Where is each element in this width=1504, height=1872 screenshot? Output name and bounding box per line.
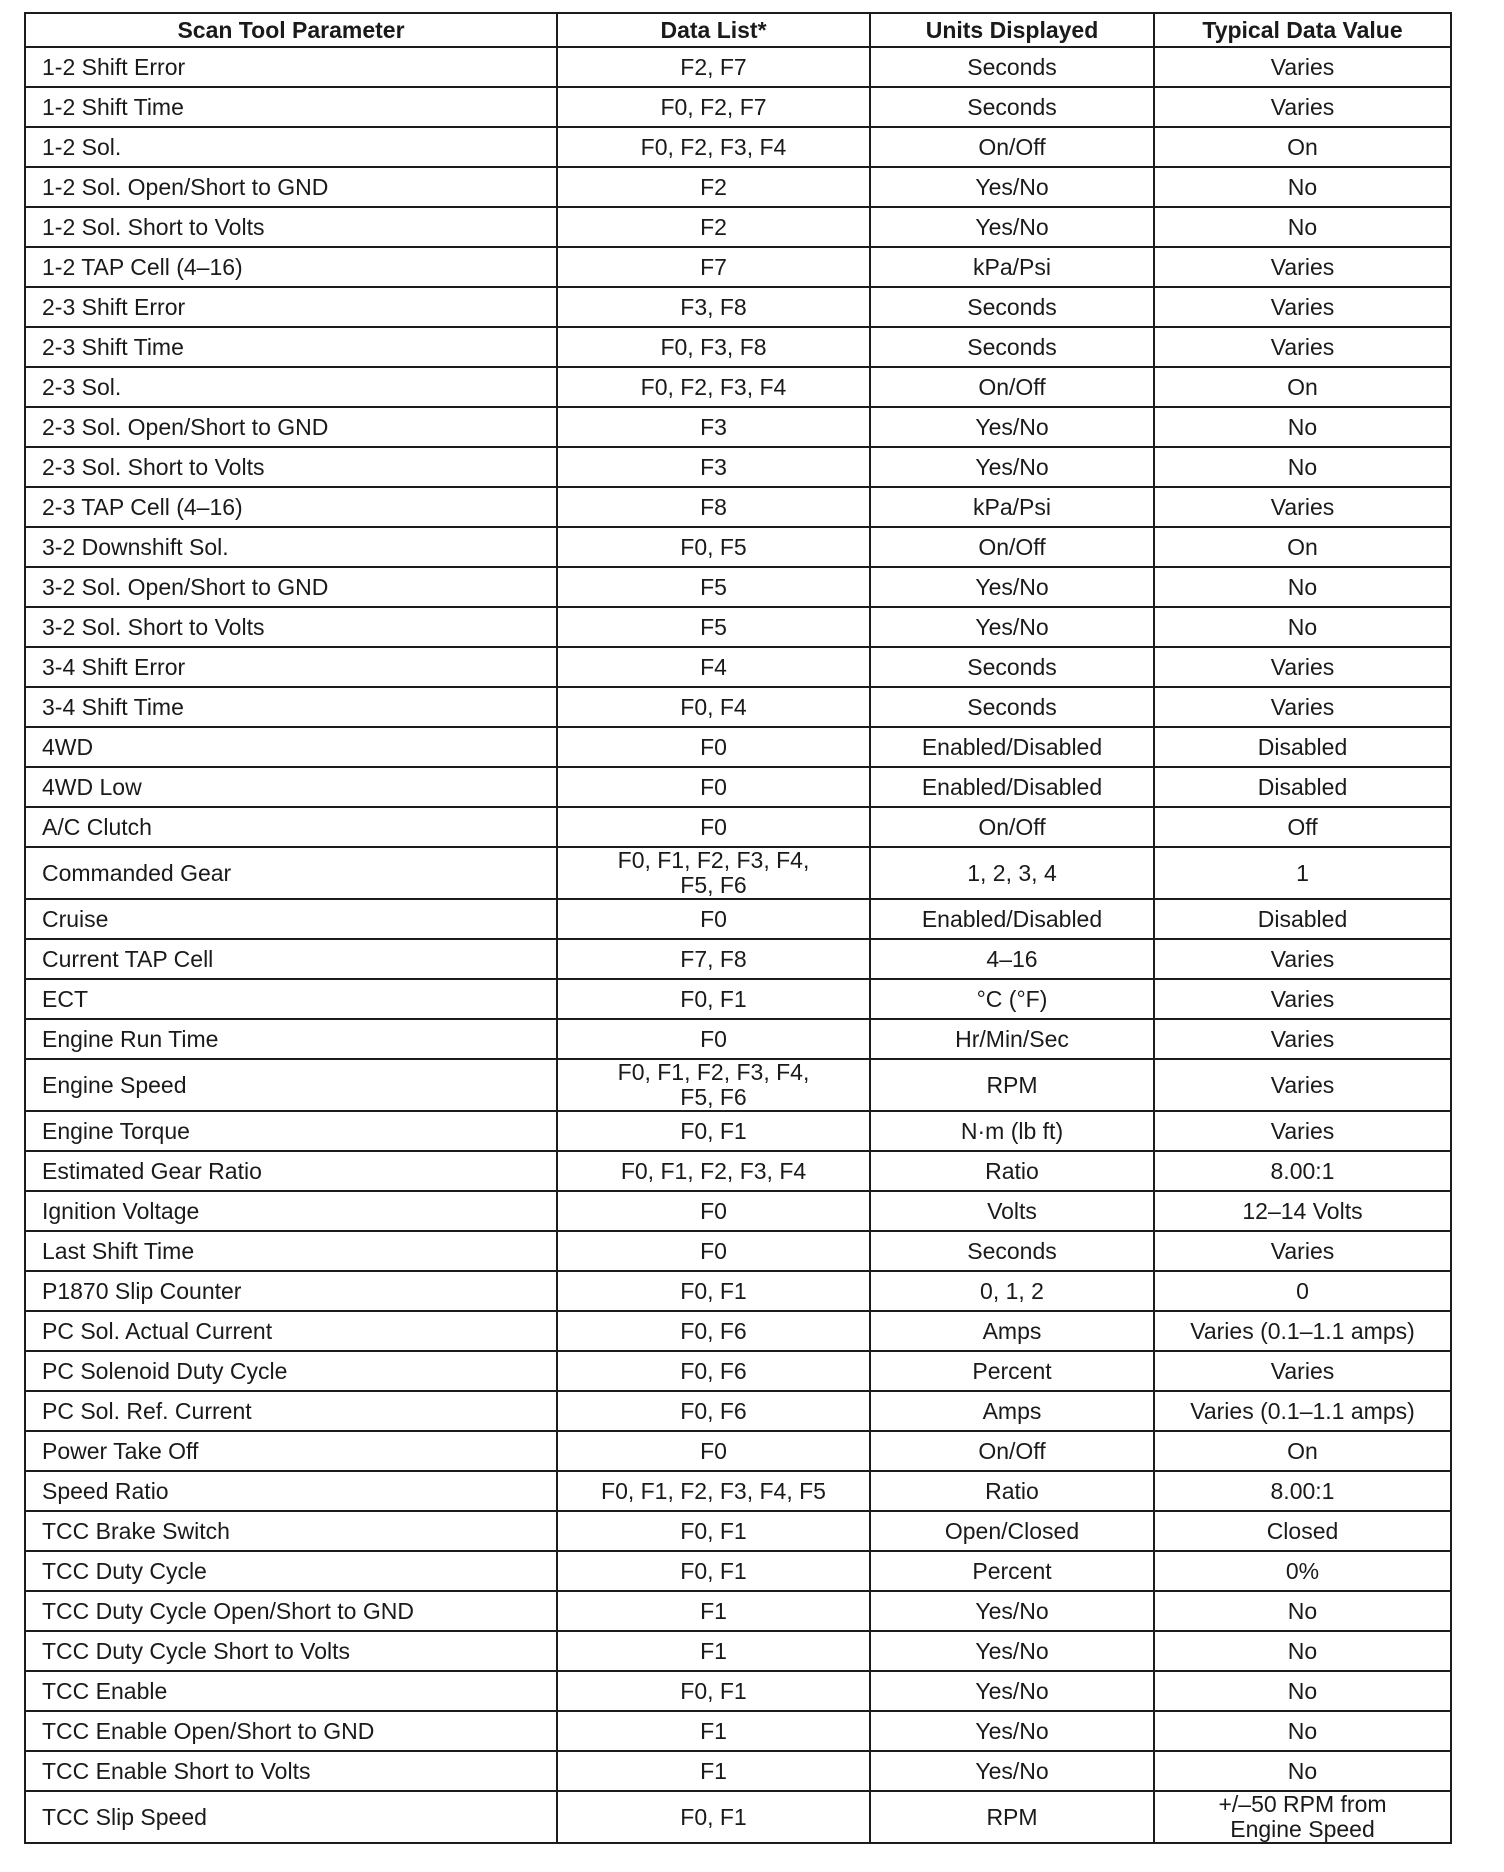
parameter-cell: 4WD Low bbox=[25, 767, 557, 807]
parameter-cell: 1-2 Sol. bbox=[25, 127, 557, 167]
parameter-cell: TCC Enable bbox=[25, 1671, 557, 1711]
data-list-cell: F7 bbox=[557, 247, 870, 287]
typical-value-cell: On bbox=[1154, 527, 1451, 567]
data-list-cell: F0, F1, F2, F3, F4, F5, F6 bbox=[557, 847, 870, 899]
table-row bbox=[25, 207, 1451, 247]
parameter-cell: 3-4 Shift Time bbox=[25, 687, 557, 727]
table-header bbox=[25, 13, 1451, 47]
table-row bbox=[25, 1471, 1451, 1511]
table-row bbox=[25, 1019, 1451, 1059]
table-row bbox=[25, 687, 1451, 727]
parameter-cell: Engine Run Time bbox=[25, 1019, 557, 1059]
data-list-cell: F2, F7 bbox=[557, 47, 870, 87]
typical-value-cell: Disabled bbox=[1154, 899, 1451, 939]
data-list-cell: F1 bbox=[557, 1591, 870, 1631]
typical-value-cell: Varies bbox=[1154, 327, 1451, 367]
units-cell: 0, 1, 2 bbox=[870, 1271, 1154, 1311]
header-typical-data-value: Typical Data Value bbox=[1154, 13, 1451, 47]
typical-value-cell: Off bbox=[1154, 807, 1451, 847]
table-row bbox=[25, 247, 1451, 287]
units-cell: Ratio bbox=[870, 1151, 1154, 1191]
table-row bbox=[25, 87, 1451, 127]
units-cell: Seconds bbox=[870, 1231, 1154, 1271]
typical-value-cell: No bbox=[1154, 407, 1451, 447]
parameter-cell: 1-2 Sol. Open/Short to GND bbox=[25, 167, 557, 207]
table-row bbox=[25, 647, 1451, 687]
table-row bbox=[25, 127, 1451, 167]
parameter-cell: 2-3 Sol. Open/Short to GND bbox=[25, 407, 557, 447]
typical-value-cell: Varies bbox=[1154, 687, 1451, 727]
table-row bbox=[25, 1511, 1451, 1551]
table-row bbox=[25, 979, 1451, 1019]
table-row bbox=[25, 407, 1451, 447]
table-row bbox=[25, 607, 1451, 647]
units-cell: On/Off bbox=[870, 807, 1154, 847]
parameter-cell: 2-3 Shift Time bbox=[25, 327, 557, 367]
typical-value-cell: Varies bbox=[1154, 647, 1451, 687]
typical-value-cell: No bbox=[1154, 207, 1451, 247]
parameter-cell: 2-3 TAP Cell (4–16) bbox=[25, 487, 557, 527]
table-row bbox=[25, 1231, 1451, 1271]
units-cell: Yes/No bbox=[870, 167, 1154, 207]
data-list-cell: F0 bbox=[557, 1019, 870, 1059]
typical-value-cell: Varies bbox=[1154, 87, 1451, 127]
parameter-cell: 2-3 Sol. bbox=[25, 367, 557, 407]
typical-value-cell: 8.00:1 bbox=[1154, 1471, 1451, 1511]
units-cell: On/Off bbox=[870, 127, 1154, 167]
parameter-cell: Current TAP Cell bbox=[25, 939, 557, 979]
units-cell: Seconds bbox=[870, 47, 1154, 87]
units-cell: On/Off bbox=[870, 527, 1154, 567]
units-cell: Seconds bbox=[870, 87, 1154, 127]
data-list-cell: F3 bbox=[557, 407, 870, 447]
data-list-cell: F0, F2, F7 bbox=[557, 87, 870, 127]
units-cell: Yes/No bbox=[870, 1711, 1154, 1751]
table-row bbox=[25, 47, 1451, 87]
units-cell: Percent bbox=[870, 1351, 1154, 1391]
units-cell: RPM bbox=[870, 1059, 1154, 1111]
table-row bbox=[25, 899, 1451, 939]
data-list-cell: F0 bbox=[557, 899, 870, 939]
units-cell: Seconds bbox=[870, 287, 1154, 327]
table-row bbox=[25, 939, 1451, 979]
parameter-cell: 1-2 TAP Cell (4–16) bbox=[25, 247, 557, 287]
data-list-cell: F5 bbox=[557, 607, 870, 647]
units-cell: Percent bbox=[870, 1551, 1154, 1591]
table-row bbox=[25, 1391, 1451, 1431]
parameter-cell: 3-2 Sol. Open/Short to GND bbox=[25, 567, 557, 607]
parameter-cell: 1-2 Shift Error bbox=[25, 47, 557, 87]
typical-value-cell: No bbox=[1154, 167, 1451, 207]
units-cell: Yes/No bbox=[870, 1631, 1154, 1671]
units-cell: Volts bbox=[870, 1191, 1154, 1231]
table-row bbox=[25, 167, 1451, 207]
data-list-cell: F3, F8 bbox=[557, 287, 870, 327]
parameter-cell: PC Sol. Actual Current bbox=[25, 1311, 557, 1351]
parameter-cell: TCC Slip Speed bbox=[25, 1791, 557, 1843]
data-list-cell: F0 bbox=[557, 1191, 870, 1231]
parameter-cell: Commanded Gear bbox=[25, 847, 557, 899]
data-list-cell: F4 bbox=[557, 647, 870, 687]
table-row bbox=[25, 367, 1451, 407]
table-row bbox=[25, 1271, 1451, 1311]
units-cell: On/Off bbox=[870, 367, 1154, 407]
units-cell: Enabled/Disabled bbox=[870, 727, 1154, 767]
typical-value-cell: No bbox=[1154, 1711, 1451, 1751]
typical-value-cell: Varies bbox=[1154, 939, 1451, 979]
typical-value-cell: Varies bbox=[1154, 287, 1451, 327]
typical-value-cell: Closed bbox=[1154, 1511, 1451, 1551]
data-list-cell: F0, F1 bbox=[557, 979, 870, 1019]
parameter-cell: TCC Duty Cycle bbox=[25, 1551, 557, 1591]
table-row bbox=[25, 487, 1451, 527]
table-row bbox=[25, 1791, 1451, 1843]
table-row bbox=[25, 1671, 1451, 1711]
typical-value-cell: No bbox=[1154, 1751, 1451, 1791]
units-cell: Yes/No bbox=[870, 407, 1154, 447]
table-row bbox=[25, 1311, 1451, 1351]
table-row bbox=[25, 527, 1451, 567]
units-cell: Amps bbox=[870, 1391, 1154, 1431]
typical-value-cell: Varies bbox=[1154, 247, 1451, 287]
table-row bbox=[25, 1551, 1451, 1591]
data-list-cell: F0, F1 bbox=[557, 1111, 870, 1151]
table-row bbox=[25, 1591, 1451, 1631]
typical-value-cell: On bbox=[1154, 127, 1451, 167]
data-list-cell: F5 bbox=[557, 567, 870, 607]
data-list-cell: F0, F4 bbox=[557, 687, 870, 727]
parameter-cell: 1-2 Sol. Short to Volts bbox=[25, 207, 557, 247]
typical-value-cell: No bbox=[1154, 607, 1451, 647]
data-list-cell: F0, F1 bbox=[557, 1551, 870, 1591]
header-scan-tool-parameter: Scan Tool Parameter bbox=[25, 13, 557, 47]
units-cell: Yes/No bbox=[870, 1751, 1154, 1791]
data-list-cell: F0, F1, F2, F3, F4, F5 bbox=[557, 1471, 870, 1511]
units-cell: 4–16 bbox=[870, 939, 1154, 979]
data-list-cell: F2 bbox=[557, 207, 870, 247]
data-list-cell: F7, F8 bbox=[557, 939, 870, 979]
data-list-cell: F0 bbox=[557, 1231, 870, 1271]
data-list-cell: F0, F6 bbox=[557, 1391, 870, 1431]
parameter-cell: Estimated Gear Ratio bbox=[25, 1151, 557, 1191]
table-row bbox=[25, 327, 1451, 367]
typical-value-cell: +/–50 RPM from Engine Speed bbox=[1154, 1791, 1451, 1843]
typical-value-cell: Varies bbox=[1154, 487, 1451, 527]
units-cell: Yes/No bbox=[870, 1671, 1154, 1711]
units-cell: N·m (lb ft) bbox=[870, 1111, 1154, 1151]
units-cell: °C (°F) bbox=[870, 979, 1154, 1019]
parameter-cell: TCC Duty Cycle Open/Short to GND bbox=[25, 1591, 557, 1631]
table-row bbox=[25, 1631, 1451, 1671]
units-cell: Yes/No bbox=[870, 207, 1154, 247]
typical-value-cell: On bbox=[1154, 367, 1451, 407]
typical-value-cell: 1 bbox=[1154, 847, 1451, 899]
header-row bbox=[25, 13, 1451, 47]
data-list-cell: F0, F2, F3, F4 bbox=[557, 127, 870, 167]
table-row bbox=[25, 1431, 1451, 1471]
parameter-cell: TCC Duty Cycle Short to Volts bbox=[25, 1631, 557, 1671]
parameter-cell: 3-2 Downshift Sol. bbox=[25, 527, 557, 567]
parameter-cell: Cruise bbox=[25, 899, 557, 939]
typical-value-cell: 0 bbox=[1154, 1271, 1451, 1311]
parameter-cell: 3-2 Sol. Short to Volts bbox=[25, 607, 557, 647]
table-row bbox=[25, 567, 1451, 607]
parameter-cell: 1-2 Shift Time bbox=[25, 87, 557, 127]
typical-value-cell: Disabled bbox=[1154, 767, 1451, 807]
data-list-cell: F0, F1 bbox=[557, 1511, 870, 1551]
data-list-cell: F2 bbox=[557, 167, 870, 207]
table-row bbox=[25, 447, 1451, 487]
parameter-cell: PC Sol. Ref. Current bbox=[25, 1391, 557, 1431]
units-cell: Seconds bbox=[870, 647, 1154, 687]
table-row bbox=[25, 1711, 1451, 1751]
typical-value-cell: 12–14 Volts bbox=[1154, 1191, 1451, 1231]
scan-tool-parameter-table bbox=[24, 12, 1452, 1844]
typical-value-cell: No bbox=[1154, 1591, 1451, 1631]
parameter-cell: ECT bbox=[25, 979, 557, 1019]
parameter-cell: 3-4 Shift Error bbox=[25, 647, 557, 687]
typical-value-cell: Varies bbox=[1154, 1231, 1451, 1271]
data-list-cell: F0, F1 bbox=[557, 1671, 870, 1711]
typical-value-cell: No bbox=[1154, 567, 1451, 607]
parameter-cell: A/C Clutch bbox=[25, 807, 557, 847]
units-cell: Hr/Min/Sec bbox=[870, 1019, 1154, 1059]
parameter-cell: 2-3 Sol. Short to Volts bbox=[25, 447, 557, 487]
units-cell: 1, 2, 3, 4 bbox=[870, 847, 1154, 899]
table-row bbox=[25, 767, 1451, 807]
parameter-cell: TCC Enable Short to Volts bbox=[25, 1751, 557, 1791]
typical-value-cell: No bbox=[1154, 447, 1451, 487]
table-row bbox=[25, 1059, 1451, 1111]
units-cell: Yes/No bbox=[870, 1591, 1154, 1631]
parameter-cell: Last Shift Time bbox=[25, 1231, 557, 1271]
data-list-cell: F8 bbox=[557, 487, 870, 527]
parameter-cell: Power Take Off bbox=[25, 1431, 557, 1471]
units-cell: Yes/No bbox=[870, 447, 1154, 487]
parameter-cell: TCC Brake Switch bbox=[25, 1511, 557, 1551]
typical-value-cell: 0% bbox=[1154, 1551, 1451, 1591]
parameter-cell: TCC Enable Open/Short to GND bbox=[25, 1711, 557, 1751]
units-cell: Enabled/Disabled bbox=[870, 767, 1154, 807]
units-cell: Open/Closed bbox=[870, 1511, 1154, 1551]
table-row bbox=[25, 727, 1451, 767]
data-list-cell: F0 bbox=[557, 727, 870, 767]
header-data-list: Data List* bbox=[557, 13, 870, 47]
typical-value-cell: Varies (0.1–1.1 amps) bbox=[1154, 1391, 1451, 1431]
units-cell: RPM bbox=[870, 1791, 1154, 1843]
typical-value-cell: Varies bbox=[1154, 979, 1451, 1019]
parameter-cell: PC Solenoid Duty Cycle bbox=[25, 1351, 557, 1391]
data-list-cell: F0, F6 bbox=[557, 1351, 870, 1391]
typical-value-cell: No bbox=[1154, 1671, 1451, 1711]
table-row bbox=[25, 287, 1451, 327]
typical-value-cell: On bbox=[1154, 1431, 1451, 1471]
table-row bbox=[25, 847, 1451, 899]
parameter-cell: Ignition Voltage bbox=[25, 1191, 557, 1231]
data-list-cell: F0, F2, F3, F4 bbox=[557, 367, 870, 407]
units-cell: Ratio bbox=[870, 1471, 1154, 1511]
typical-value-cell: Varies bbox=[1154, 1019, 1451, 1059]
data-list-cell: F0, F1 bbox=[557, 1791, 870, 1843]
data-list-cell: F0 bbox=[557, 767, 870, 807]
table-row bbox=[25, 1151, 1451, 1191]
data-list-cell: F1 bbox=[557, 1751, 870, 1791]
units-cell: kPa/Psi bbox=[870, 247, 1154, 287]
typical-value-cell: Varies bbox=[1154, 1111, 1451, 1151]
data-list-cell: F0, F6 bbox=[557, 1311, 870, 1351]
table-row bbox=[25, 1351, 1451, 1391]
parameter-cell: Engine Torque bbox=[25, 1111, 557, 1151]
units-cell: On/Off bbox=[870, 1431, 1154, 1471]
data-list-cell: F0 bbox=[557, 1431, 870, 1471]
table-body bbox=[25, 47, 1451, 1843]
units-cell: Enabled/Disabled bbox=[870, 899, 1154, 939]
parameter-cell: P1870 Slip Counter bbox=[25, 1271, 557, 1311]
typical-value-cell: Varies (0.1–1.1 amps) bbox=[1154, 1311, 1451, 1351]
typical-value-cell: Varies bbox=[1154, 1351, 1451, 1391]
data-list-cell: F0, F1 bbox=[557, 1271, 870, 1311]
typical-value-cell: No bbox=[1154, 1631, 1451, 1671]
units-cell: Yes/No bbox=[870, 567, 1154, 607]
data-list-cell: F1 bbox=[557, 1631, 870, 1671]
units-cell: Amps bbox=[870, 1311, 1154, 1351]
table-row bbox=[25, 1111, 1451, 1151]
table-row bbox=[25, 1191, 1451, 1231]
data-list-cell: F0 bbox=[557, 807, 870, 847]
parameter-cell: 4WD bbox=[25, 727, 557, 767]
parameter-cell: Speed Ratio bbox=[25, 1471, 557, 1511]
units-cell: Seconds bbox=[870, 327, 1154, 367]
units-cell: Yes/No bbox=[870, 607, 1154, 647]
parameter-cell: Engine Speed bbox=[25, 1059, 557, 1111]
header-units-displayed: Units Displayed bbox=[870, 13, 1154, 47]
parameter-cell: 2-3 Shift Error bbox=[25, 287, 557, 327]
units-cell: Seconds bbox=[870, 687, 1154, 727]
typical-value-cell: 8.00:1 bbox=[1154, 1151, 1451, 1191]
data-list-cell: F0, F1, F2, F3, F4, F5, F6 bbox=[557, 1059, 870, 1111]
typical-value-cell: Varies bbox=[1154, 47, 1451, 87]
data-list-cell: F1 bbox=[557, 1711, 870, 1751]
data-list-cell: F0, F3, F8 bbox=[557, 327, 870, 367]
typical-value-cell: Disabled bbox=[1154, 727, 1451, 767]
data-list-cell: F0, F1, F2, F3, F4 bbox=[557, 1151, 870, 1191]
table-row bbox=[25, 807, 1451, 847]
units-cell: kPa/Psi bbox=[870, 487, 1154, 527]
typical-value-cell: Varies bbox=[1154, 1059, 1451, 1111]
data-list-cell: F3 bbox=[557, 447, 870, 487]
table-row bbox=[25, 1751, 1451, 1791]
data-list-cell: F0, F5 bbox=[557, 527, 870, 567]
